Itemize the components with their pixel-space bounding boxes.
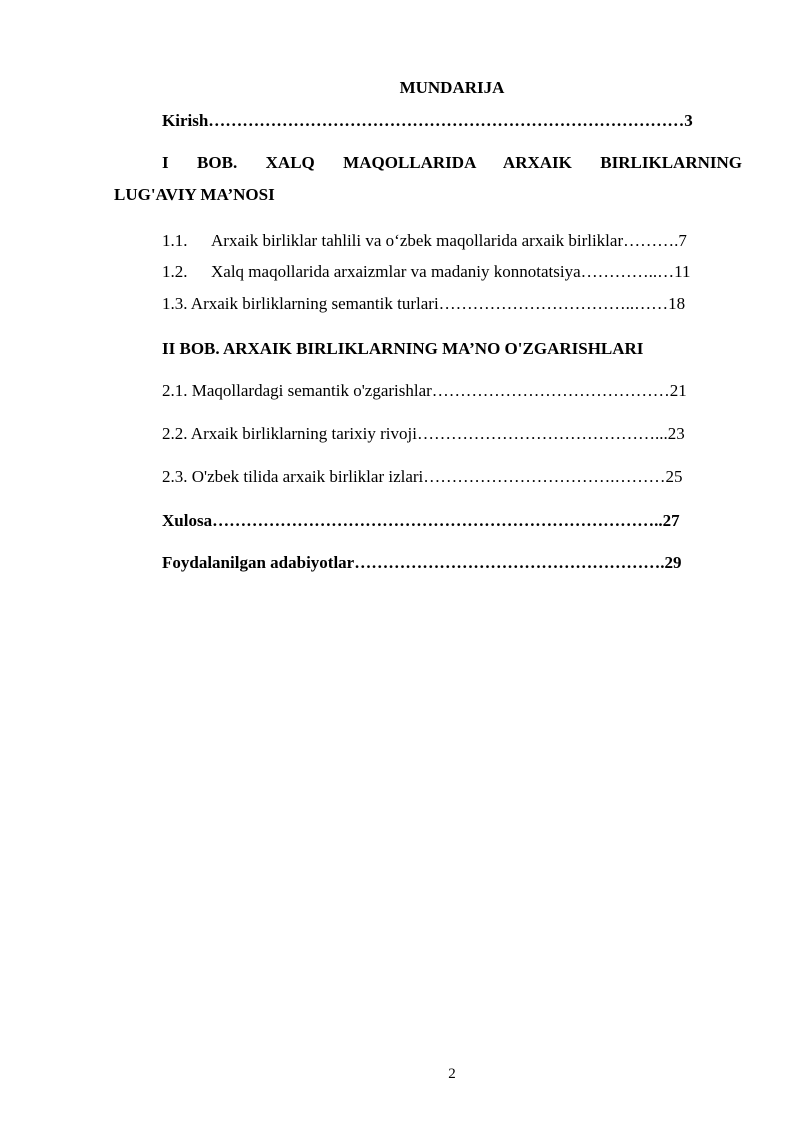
toc-entry-conclusion: Xulosa……………………………………………………………………..27 xyxy=(162,511,680,530)
section-number: 1.2. xyxy=(162,262,188,281)
toc-title: MUNDARIJA xyxy=(399,78,505,97)
toc-chapter-2-title: II BOB. ARXAIK BIRLIKLARNING MA’NO O'ZGARISHLARI xyxy=(162,339,644,358)
section-number: 1.1. xyxy=(162,231,188,250)
section-text: Arxaik birliklar tahlili va o‘zbek maqollarida arxaik birliklar……….7 xyxy=(211,231,687,250)
toc-entry-1-1 xyxy=(162,231,687,251)
section-text: Xalq maqollarida arxaizmlar va madaniy konnotatsiya…………..…11 xyxy=(211,262,691,281)
toc-chapter-1-title-continued: LUG'AVIY MA’NOSI xyxy=(114,185,275,204)
page-number: 2 xyxy=(448,1066,456,1082)
toc-entry-1-2 xyxy=(162,262,691,282)
toc-chapter-1-title: I BOB. XALQ MAQOLLARIDA ARXAIK BIRLIKLARNING xyxy=(162,153,742,172)
toc-entry-references: Foydalanilgan adabiyotlar……………………………………………….29 xyxy=(162,553,682,572)
toc-entry-2-3: 2.3. O'zbek tilida arxaik birliklar izlari…………………………….………25 xyxy=(162,467,683,486)
toc-entry-1-3: 1.3. Arxaik birliklarning semantik turlari……………………………..……18 xyxy=(162,294,686,313)
toc-entry-2-2: 2.2. Arxaik birliklarning tarixiy rivoji……………………………………...23 xyxy=(162,424,685,443)
toc-entry-2-1: 2.1. Maqollardagi semantik o'zgarishlar……………………………………21 xyxy=(162,381,687,400)
toc-entry-intro: Kirish…………………………………………………………………………3 xyxy=(162,111,693,130)
